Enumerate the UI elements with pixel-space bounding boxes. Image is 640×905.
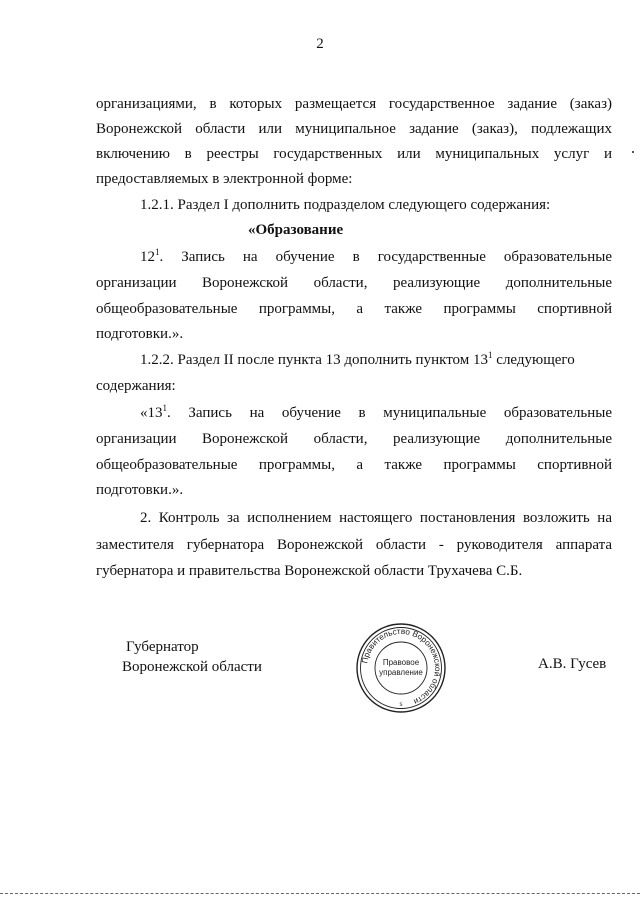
page-bottom-edge	[0, 893, 640, 895]
paragraph-line: организациями, в которых размещается государственное задание (заказ)	[96, 96, 612, 112]
item-12-1-line: общеобразовательные программы, а также программы спортивной	[96, 301, 612, 317]
item-12-1-line: подготовки.».	[96, 326, 184, 342]
paragraph-line: Воронежской области или муниципальное задание (заказ), подлежащих	[96, 121, 612, 137]
section-heading: «Образование	[248, 222, 344, 238]
item-superscript: 1	[155, 247, 160, 257]
item-13-1-line: подготовки.».	[96, 482, 184, 498]
clause-superscript: 1	[488, 350, 493, 360]
clause-text: следующего	[492, 352, 575, 368]
item-number: 12	[140, 249, 155, 265]
scan-speck	[632, 151, 634, 153]
item-13-1-line: организации Воронежской области, реализующие дополнительные	[96, 431, 612, 447]
item-13-1-line: общеобразовательные программы, а также программы спортивной	[96, 457, 612, 473]
item-text: . Запись на обучение в государственные образовательные	[159, 249, 612, 265]
signatory-name: А.В. Гусев	[538, 656, 607, 672]
paragraph-line: предоставляемых в электронной форме:	[96, 171, 353, 187]
stamp-inner-line: Правовое	[382, 658, 420, 667]
clause-2-line: заместителя губернатора Воронежской области - руководителя аппарата	[96, 537, 612, 553]
item-12-1-line: организации Воронежской области, реализующие дополнительные	[96, 275, 612, 291]
clause-2-line: губернатора и правительства Воронежской области Трухачева С.Б.	[96, 563, 523, 579]
item-12-1-first-line	[140, 245, 612, 270]
clause-1-2-2-line: содержания:	[96, 378, 176, 394]
stamp-inner-line: управление	[379, 668, 423, 677]
official-stamp	[355, 622, 447, 714]
item-13-1-first-line	[140, 401, 612, 426]
page-number: 2	[316, 36, 324, 52]
clause-text: 1.2.2. Раздел II после пункта 13 дополнить пунктом 13	[140, 352, 489, 368]
signatory-title-line: Губернатор	[126, 639, 199, 655]
clause-1-2-1: 1.2.1. Раздел I дополнить подразделом следующего содержания:	[140, 197, 551, 213]
paragraph-line: включению в реестры государственных или муниципальных услуг и	[96, 146, 612, 162]
signatory-title-line: Воронежской области	[122, 659, 262, 675]
signatory-title	[122, 637, 262, 677]
item-text: . Запись на обучение в муниципальные образовательные	[167, 405, 612, 421]
stamp-mark: s	[399, 702, 403, 708]
item-number: «13	[140, 405, 163, 421]
stamp-outer-text: Правительство Воронежской области	[360, 626, 443, 707]
clause-1-2-2-first-line	[140, 348, 612, 373]
item-superscript: 1	[162, 403, 167, 413]
clause-2-line: 2. Контроль за исполнением настоящего постановления возложить на	[140, 510, 612, 526]
